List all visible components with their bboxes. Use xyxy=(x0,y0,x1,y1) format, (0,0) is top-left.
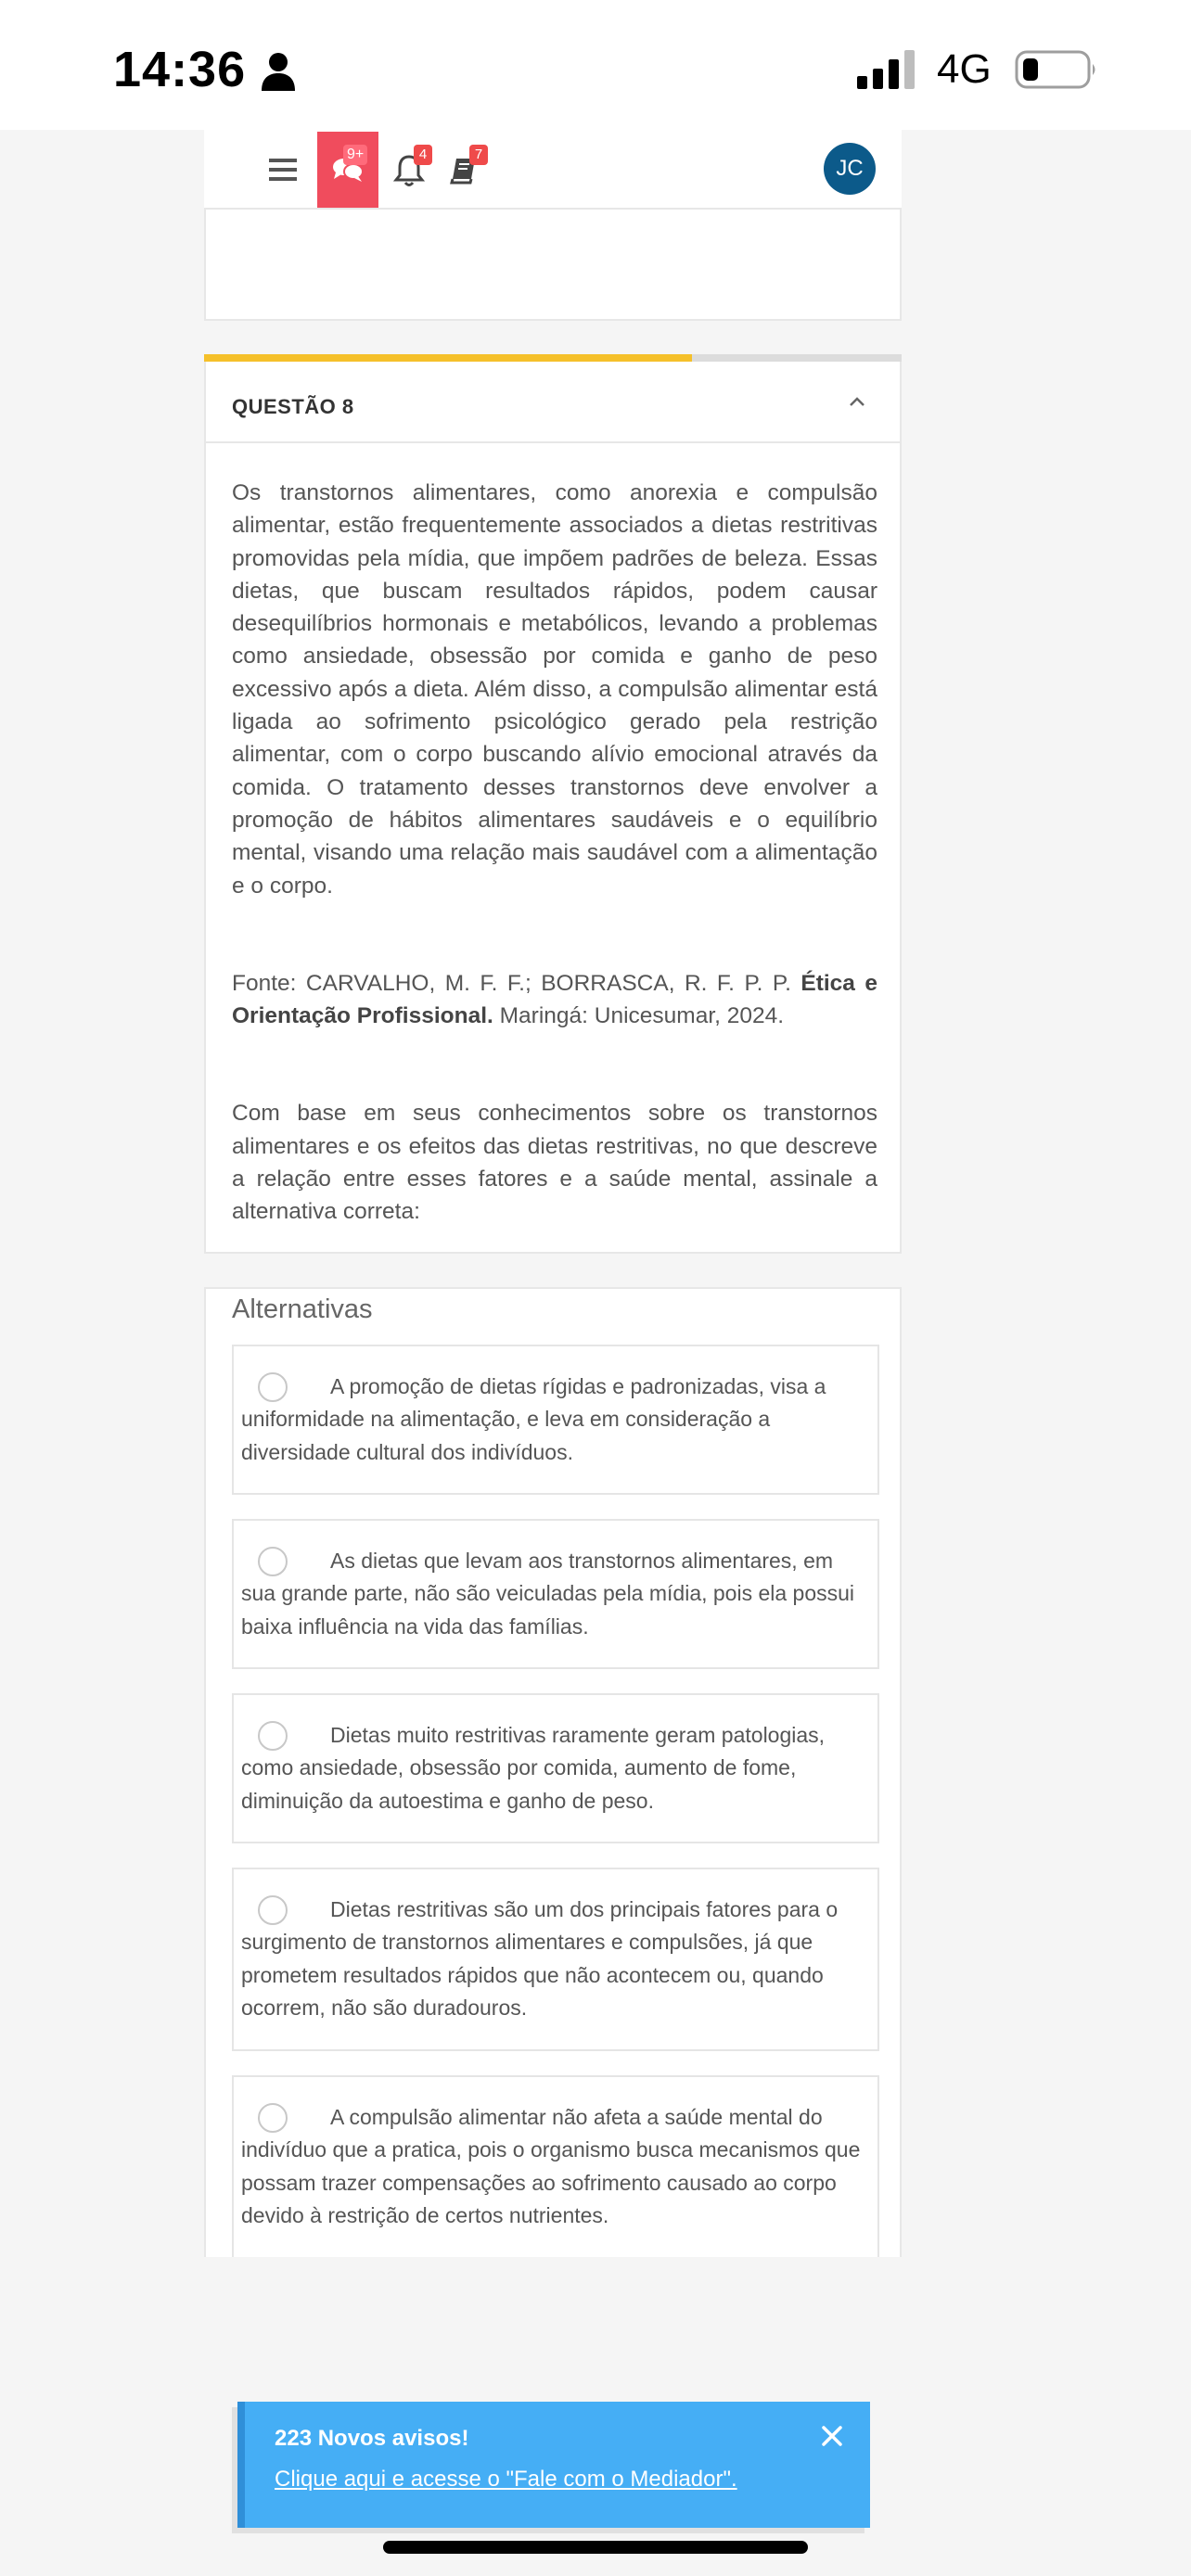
alternative-option-c[interactable] xyxy=(232,1693,879,1843)
alternative-option-b[interactable] xyxy=(232,1519,879,1669)
empty-panel xyxy=(204,208,902,321)
question-title: QUESTÃO 8 xyxy=(232,395,354,418)
notifications-badge: 4 xyxy=(414,145,432,165)
alternative-text: Dietas restritivas são um dos principais fatores para o surgimento de transtornos alimentares e compulsões, já que prometem resultados rápidos que não acontecem ou, quando ocorrem, não são duradouros. xyxy=(241,1897,839,2020)
question-prompt: Com base em seus conhecimentos sobre os transtornos alimentares e os efeitos das dietas restritivas, no que descreve a relação entre esses fatores e a saúde mental, assinale a alternativa correta: xyxy=(232,1101,877,1225)
alternatives-panel xyxy=(204,1287,902,2257)
alternative-option-a[interactable] xyxy=(232,1345,879,1495)
close-icon[interactable] xyxy=(820,2424,844,2448)
source-prefix: Fonte: CARVALHO, M. F. F.; BORRASCA, R. F. P. P. xyxy=(232,970,801,996)
alternative-text: As dietas que levam aos transtornos alimentares, em sua grande parte, não são veiculadas pela mídia, pois ela possui baixa influência na vida das famílias. xyxy=(241,1549,855,1639)
chat-button[interactable] xyxy=(317,132,378,208)
status-time: 14:36 xyxy=(113,42,247,97)
user-avatar[interactable]: JC xyxy=(824,143,876,195)
chevron-up-icon[interactable] xyxy=(848,395,866,408)
source-title: Ética e Orientação Profissional. xyxy=(232,970,878,1029)
notice-title: 223 Novos avisos! xyxy=(275,2426,469,2451)
alternatives-title: Alternativas xyxy=(232,1294,373,1324)
alternative-text: A compulsão alimentar não afeta a saúde mental do indivíduo que a pratica, pois o organismo busca mecanismos que possam trazer compensações ao sofrimento causado ao corpo devido à restrição de certos nutrientes. xyxy=(241,2105,861,2227)
cell-signal-icon xyxy=(857,50,918,89)
alternative-option-e[interactable] xyxy=(232,2075,879,2257)
question-text: Os transtornos alimentares, como anorexia e compulsão alimentar, estão frequentemente associados a dietas restritivas promovidas pela mídia, que impõem padrões de beleza. Essas dietas, que buscam resultados rápidos, podem causar desequilíbrios hormonais e metabólicos, levando a problemas como ansiedade, obsessão por comida e ganho de peso excessivo após a dieta. Além disso, a compulsão alimentar está ligada ao sofrimento psicológico gerado pela restrição alimentar, com o corpo buscando alívio emocional através da comida. O tratamento desses transtornos deve envolver a promoção de hábitos alimentares saudáveis e o equilíbrio mental, visando uma relação mais saudável com a alimentação e o corpo. xyxy=(232,480,877,899)
question-body xyxy=(232,477,877,1294)
network-type: 4G xyxy=(937,46,992,92)
alternative-option-d[interactable] xyxy=(232,1868,879,2051)
alternative-text: A promoção de dietas rígidas e padronizadas, visa a uniformidade na alimentação, e leva em consideração a diversidade cultural dos indivíduos. xyxy=(241,1374,826,1464)
notice-toast xyxy=(237,2402,870,2528)
hamburger-menu-icon[interactable] xyxy=(269,158,297,182)
quiz-progress-fill xyxy=(204,354,692,362)
question-header[interactable] xyxy=(206,362,900,443)
chat-badge: 9+ xyxy=(343,145,367,165)
books-badge: 7 xyxy=(469,145,488,165)
home-indicator[interactable] xyxy=(383,2541,808,2554)
battery-icon xyxy=(1015,50,1098,89)
question-source xyxy=(232,967,877,1033)
mediator-link[interactable]: Clique aqui e acesse o "Fale com o Mediador". xyxy=(275,2467,737,2492)
source-suffix: Maringá: Unicesumar, 2024. xyxy=(493,1003,785,1029)
person-icon xyxy=(260,52,297,91)
app-header xyxy=(204,130,902,208)
status-bar xyxy=(0,0,1191,130)
quiz-progress-bar xyxy=(204,354,902,362)
question-card xyxy=(204,362,902,1254)
alternative-text: Dietas muito restritivas raramente geram patologias, como ansiedade, obsessão por comida, aumento de fome, diminuição da autoestima e ganho de peso. xyxy=(241,1723,826,1813)
